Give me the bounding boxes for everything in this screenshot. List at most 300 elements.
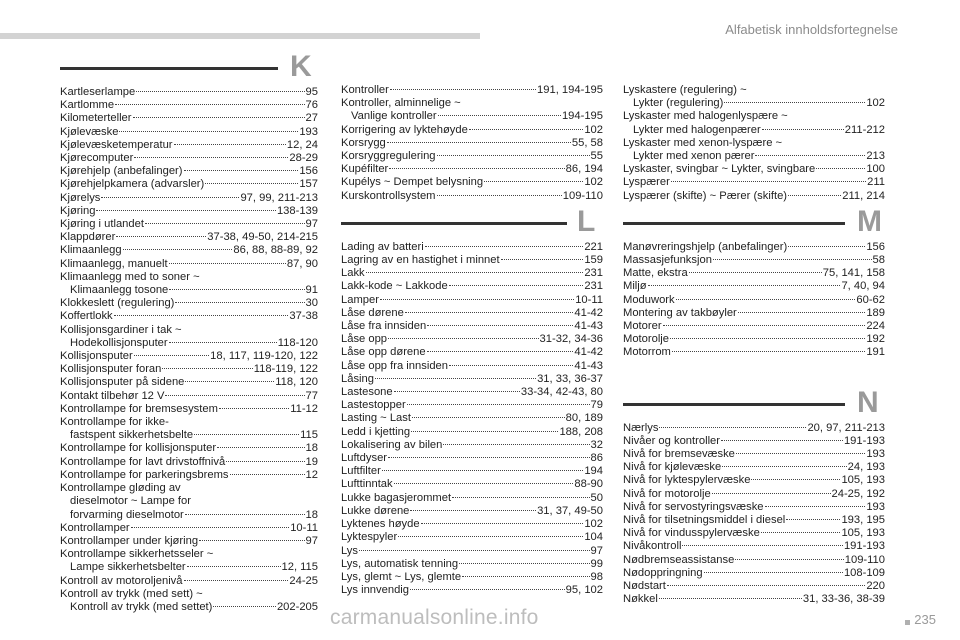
index-entry — [60, 231, 318, 244]
index-entry-term: Klimaanlegg, manuelt — [60, 257, 168, 270]
index-entry-pages: 118-119, 122 — [253, 363, 318, 376]
dot-leader — [131, 527, 290, 528]
index-entry-pages: 55 — [590, 150, 603, 163]
index-entry — [60, 112, 318, 125]
index-entry — [341, 452, 603, 465]
index-entry-pages: 41-42 — [574, 346, 603, 359]
index-entry-term: Nivåer og kontroller — [623, 434, 721, 447]
index-entry — [623, 567, 885, 580]
index-entry-term: Lyskaster, svingbar ~ Lykter, svingbare — [623, 163, 816, 176]
index-entry-term: Nøkkel — [623, 593, 658, 606]
index-entry-term: Nivå for vindusspylervæske — [623, 527, 760, 540]
index-entry-pages: 10-11 — [290, 521, 318, 534]
index-entry-term: Miljø — [623, 280, 647, 293]
page-bullet — [905, 620, 910, 625]
index-entry-term: Lakk-kode ~ Lakkode — [341, 280, 448, 293]
index-entry — [60, 429, 318, 442]
dot-leader — [134, 157, 288, 158]
dot-leader — [205, 183, 298, 184]
index-entry-term: Kjørehjelpkamera (advarsler) — [60, 178, 205, 191]
index-entry-term: Kjølevæsketemperatur — [60, 138, 173, 151]
index-entry-pages: 24-25, 192 — [831, 487, 885, 500]
index-entry-pages: 105, 193 — [841, 527, 885, 540]
dot-leader — [425, 246, 584, 247]
index-entry-list — [341, 84, 603, 203]
index-entry — [341, 386, 603, 399]
index-entry — [60, 205, 318, 218]
dot-leader — [184, 580, 289, 581]
dot-leader — [689, 272, 822, 273]
dot-leader — [722, 466, 846, 467]
index-entry — [341, 439, 603, 452]
index-entry — [623, 461, 885, 474]
index-entry-pages: 193 — [866, 500, 885, 513]
dot-leader — [437, 195, 562, 196]
index-entry-pages: 156 — [866, 240, 885, 253]
index-entry-term: Ledd i kjetting — [341, 425, 411, 438]
index-entry — [341, 571, 603, 584]
index-entry — [341, 412, 603, 425]
dot-leader — [449, 285, 584, 286]
index-entry — [623, 474, 885, 487]
index-entry-term: Kontrollampe for bremsesystem — [60, 402, 218, 415]
index-entry-term: Kollisjonsgardiner i tak ~ — [60, 323, 182, 336]
index-entry — [60, 126, 318, 139]
dot-leader — [226, 461, 304, 462]
index-entry-pages: 58 — [872, 254, 885, 267]
index-entry-pages: 55, 58 — [571, 136, 603, 149]
index-entry — [623, 320, 885, 333]
index-entry-term: Nødoppringning — [623, 566, 703, 579]
dot-leader — [145, 223, 305, 224]
index-entry — [60, 192, 318, 205]
index-entry-pages: 211, 214 — [842, 189, 885, 202]
dot-leader — [421, 523, 584, 524]
index-entry-pages: 60-62 — [856, 293, 885, 306]
index-entry-term: Kjørelys — [60, 191, 101, 204]
index-entry — [341, 558, 603, 571]
dot-leader — [676, 299, 856, 300]
index-entry-pages: 188, 208 — [559, 425, 603, 438]
dot-leader — [115, 104, 304, 105]
index-entry-term: Lys — [341, 544, 358, 557]
dot-leader — [462, 576, 589, 577]
index-entry-pages: 86 — [590, 452, 603, 465]
index-entry-term: Korsrygg — [341, 136, 386, 149]
index-entry — [60, 284, 318, 297]
dot-leader — [469, 129, 583, 130]
index-entry-term: Låse opp dørene — [341, 346, 426, 359]
index-entry-pages: 28-29 — [289, 152, 318, 165]
index-entry — [60, 165, 318, 178]
index-entry-term: forvarming dieselmotor — [70, 508, 184, 521]
index-entry — [341, 320, 603, 333]
dot-leader — [659, 427, 806, 428]
index-entry — [623, 150, 885, 163]
index-entry-pages: 191-193 — [843, 540, 885, 553]
dot-leader — [816, 168, 865, 169]
dot-leader — [387, 142, 571, 143]
index-entry-pages: 193 — [866, 448, 885, 461]
section-heading-k — [60, 50, 318, 86]
index-entry-pages: 41-43 — [574, 320, 603, 333]
index-entry — [623, 163, 885, 176]
index-entry-pages: 202-205 — [276, 600, 318, 613]
index-entry-pages: 77 — [305, 389, 318, 402]
index-entry-pages: 11-12 — [290, 402, 318, 415]
dot-leader — [133, 117, 305, 118]
index-entry — [341, 190, 603, 203]
index-entry — [60, 310, 318, 323]
index-entry — [341, 492, 603, 505]
dot-leader — [443, 444, 589, 445]
index-entry-pages: 220 — [866, 580, 885, 593]
dot-leader — [213, 606, 276, 607]
dot-leader — [96, 210, 276, 211]
index-entry-term: Klimaanlegg med to soner ~ — [60, 270, 200, 283]
index-entry — [60, 522, 318, 535]
index-entry-pages: 192 — [866, 333, 885, 346]
dot-leader — [230, 474, 305, 475]
dot-leader — [389, 168, 564, 169]
index-entry-term: Lykter med xenon pærer — [633, 150, 755, 163]
index-entry-pages: 157 — [299, 178, 318, 191]
index-entry-term: Klimaanlegg tosone — [70, 284, 169, 297]
dot-leader — [427, 325, 573, 326]
index-entry — [623, 333, 885, 346]
index-entry-pages: 109-110 — [844, 553, 885, 566]
index-entry-pages: 12, 115 — [281, 561, 318, 574]
index-entry-pages: 118, 120 — [275, 376, 318, 389]
dot-leader — [670, 338, 865, 339]
index-entry — [341, 518, 603, 531]
index-entry-pages: 31, 33, 36-37 — [537, 372, 603, 385]
index-entry — [60, 601, 318, 614]
dot-leader — [738, 312, 866, 313]
index-entry-pages: 159 — [584, 254, 603, 267]
index-entry — [60, 139, 318, 152]
dot-leader — [407, 404, 590, 405]
dot-leader — [136, 91, 304, 92]
index-entry — [60, 403, 318, 416]
dot-leader — [388, 338, 539, 339]
index-entry-pages: 104 — [584, 531, 603, 544]
index-entry-term: Kontrollampe for kollisjonsputer — [60, 442, 217, 455]
index-entry — [341, 478, 603, 491]
index-entry-pages: 50 — [590, 491, 603, 504]
dot-leader — [438, 115, 561, 116]
dot-leader — [187, 566, 281, 567]
index-entry — [623, 254, 885, 267]
index-entry-term: Kontroller — [341, 84, 389, 96]
index-entry-term: Lagring av en hastighet i minnet — [341, 254, 500, 267]
index-entry-term: Lyskastere (regulering) ~ — [623, 84, 747, 96]
index-entry — [60, 495, 318, 508]
index-entry — [341, 465, 603, 478]
index-entry-pages: 191-193 — [843, 434, 885, 447]
section-letter: L — [577, 204, 596, 238]
index-entry-term: Motorolje — [623, 333, 670, 346]
index-entry — [623, 241, 885, 254]
index-entry-pages: 20, 97, 211-213 — [807, 421, 885, 434]
index-entry-pages: 18 — [305, 508, 318, 521]
index-entry — [60, 575, 318, 588]
index-entry — [60, 376, 318, 389]
index-entry-term: Kollisjonsputer — [60, 350, 133, 363]
index-entry-pages: 118-120 — [277, 336, 318, 349]
index-entry — [623, 346, 885, 359]
index-entry-term: dieselmotor ~ Lampe for — [70, 495, 191, 508]
index-entry-pages: 19 — [305, 455, 318, 468]
index-entry — [623, 124, 885, 137]
section-rule — [60, 67, 278, 70]
index-entry-term: Nivå for motorolje — [623, 487, 711, 500]
index-entry-pages: 97 — [590, 544, 603, 557]
dot-leader — [380, 299, 574, 300]
index-entry-list — [60, 86, 318, 614]
index-entry-pages: 7, 40, 94 — [841, 280, 885, 293]
dot-leader — [114, 315, 289, 316]
dot-leader — [165, 395, 304, 396]
index-entry — [623, 137, 885, 150]
index-column-1 — [60, 50, 318, 614]
index-entry-term: Vanlige kontroller — [351, 110, 437, 123]
index-entry-pages: 100 — [866, 163, 885, 176]
dot-leader — [185, 514, 305, 515]
index-entry-term: Lamper — [341, 293, 379, 306]
index-entry — [60, 548, 318, 561]
index-entry — [60, 152, 318, 165]
index-entry-pages: 86, 88, 88-89, 92 — [233, 244, 318, 257]
index-entry — [60, 178, 318, 191]
index-entry — [341, 124, 603, 137]
index-entry — [60, 337, 318, 350]
index-entry — [60, 561, 318, 574]
dot-leader — [134, 355, 209, 356]
index-entry — [623, 540, 885, 553]
index-entry-pages: 99 — [590, 557, 603, 570]
index-entry-term: Kollisjonsputer foran — [60, 363, 162, 376]
dot-leader — [184, 170, 299, 171]
index-entry-term: Kontakt tilbehør 12 V — [60, 389, 165, 402]
index-entry-term: Lakk — [341, 267, 365, 280]
index-entry — [341, 584, 603, 597]
index-entry-pages: 91 — [305, 284, 318, 297]
index-entry — [623, 110, 885, 123]
index-entry-term: Klappdører — [60, 231, 116, 244]
index-entry-term: Lykter (regulering) — [633, 97, 724, 110]
index-entry — [623, 422, 885, 435]
index-entry-pages: 193, 195 — [841, 514, 885, 527]
index-entry — [60, 244, 318, 257]
index-entry-term: Lufttinntak — [341, 478, 393, 491]
index-entry-term: Kontrollampe for lavt drivstoffnivå — [60, 455, 226, 468]
index-entry-term: Kollisjonsputer på sidene — [60, 376, 185, 389]
index-entry-term: Kontrollamper — [60, 521, 130, 534]
section-heading-m — [623, 204, 885, 241]
index-entry — [623, 280, 885, 293]
dot-leader — [762, 129, 844, 130]
index-entry-pages: 194 — [584, 465, 603, 478]
index-entry-pages: 80, 189 — [565, 412, 603, 425]
index-entry-pages: 211-212 — [844, 123, 885, 136]
index-entry-pages: 105, 193 — [841, 474, 885, 487]
dot-leader — [713, 259, 872, 260]
index-entry-pages: 224 — [866, 320, 885, 333]
index-entry-term: Matte, ekstra — [623, 267, 688, 280]
dot-leader — [388, 457, 590, 458]
dot-leader — [359, 550, 590, 551]
index-entry-term: Lyspærer (skifte) ~ Pærer (skifte) — [623, 189, 788, 202]
dot-leader — [394, 483, 574, 484]
index-entry — [341, 137, 603, 150]
section-rule — [623, 222, 845, 225]
index-entry — [623, 488, 885, 501]
dot-leader — [459, 563, 589, 564]
index-entry — [623, 501, 885, 514]
index-entry — [341, 426, 603, 439]
index-entry — [60, 350, 318, 363]
dot-leader — [437, 155, 590, 156]
index-entry — [341, 531, 603, 544]
dot-leader — [394, 391, 520, 392]
index-entry — [623, 84, 885, 97]
dot-leader — [501, 259, 584, 260]
index-entry-term: Nødbremseassistanse — [623, 553, 735, 566]
dot-leader — [162, 368, 252, 369]
index-entry-pages: 31, 37, 49-50 — [537, 504, 603, 517]
section-rule — [623, 403, 845, 406]
dot-leader — [648, 285, 841, 286]
index-entry — [623, 97, 885, 110]
index-entry — [623, 307, 885, 320]
index-entry-pages: 12 — [305, 468, 318, 481]
dot-leader — [786, 519, 840, 520]
index-entry — [341, 505, 603, 518]
index-entry-pages: 18, 117, 119-120, 122 — [210, 350, 318, 363]
index-entry — [60, 442, 318, 455]
index-entry — [60, 363, 318, 376]
index-entry-term: Kjøring — [60, 204, 96, 217]
index-entry-term: Kjørecomputer — [60, 152, 134, 165]
index-entry-term: Hodekollisjonsputer — [70, 336, 168, 349]
index-entry-pages: 18 — [305, 442, 318, 455]
index-entry-term: Lyktespyler — [341, 531, 398, 544]
index-entry-term: Lys, glemt ~ Lys, glemte — [341, 570, 462, 583]
index-entry-term: Kurskontrollsystem — [341, 189, 436, 202]
index-entry-pages: 79 — [590, 399, 603, 412]
dot-leader — [169, 289, 304, 290]
index-entry — [60, 390, 318, 403]
index-entry — [623, 514, 885, 527]
dot-leader — [411, 431, 558, 432]
index-entry-term: Kjørehjelp (anbefalinger) — [60, 165, 183, 178]
dot-leader — [366, 272, 584, 273]
index-entry — [60, 456, 318, 469]
index-entry-pages: 211 — [867, 176, 885, 189]
index-entry-pages: 86, 194 — [565, 163, 603, 176]
index-entry — [623, 190, 885, 203]
index-entry-term: Lukke dørene — [341, 504, 410, 517]
index-entry-list — [623, 241, 885, 360]
index-column-2 — [341, 84, 603, 597]
index-entry — [341, 150, 603, 163]
index-entry-term: Kartlomme — [60, 99, 115, 112]
index-entry-term: Nivå for tilsetningsmiddel i diesel — [623, 514, 786, 527]
index-entry-term: Lys, automatisk tenning — [341, 557, 459, 570]
index-entry — [623, 554, 885, 567]
dot-leader — [174, 144, 286, 145]
index-entry-pages: 30 — [305, 297, 318, 310]
index-entry — [341, 254, 603, 267]
index-entry — [341, 545, 603, 558]
index-entry — [341, 307, 603, 320]
dot-leader — [667, 585, 865, 586]
dot-leader — [175, 302, 304, 303]
index-entry-list — [341, 241, 603, 597]
index-entry — [341, 97, 603, 110]
index-entry-term: Lyskaster med halogenlyspære ~ — [623, 110, 788, 123]
index-entry — [341, 333, 603, 346]
index-entry-term: Lyktenes høyde — [341, 518, 420, 531]
index-entry-term: Lading av batteri — [341, 240, 424, 253]
dot-leader — [765, 506, 866, 507]
index-entry-pages: 221 — [584, 240, 603, 253]
index-entry — [623, 294, 885, 307]
dot-leader — [101, 197, 239, 198]
index-entry-term: Lys innvendig — [341, 584, 409, 597]
index-entry-term: Kjøring i utlandet — [60, 218, 144, 231]
index-entry-term: Lyspærer — [623, 176, 670, 189]
dot-leader — [217, 447, 304, 448]
dot-leader — [663, 325, 866, 326]
index-entry-pages: 37-38 — [289, 310, 318, 323]
dot-leader — [410, 589, 565, 590]
dot-leader — [169, 263, 286, 264]
index-entry-pages: 98 — [590, 570, 603, 583]
dot-leader — [169, 342, 277, 343]
dot-leader — [412, 417, 565, 418]
index-entry-term: Låse opp — [341, 333, 388, 346]
index-entry-term: Manøvreringshjelp (anbefalinger) — [623, 240, 788, 253]
index-entry — [60, 218, 318, 231]
dot-leader — [390, 89, 536, 90]
index-entry-term: Lykter med halogenpærer — [633, 123, 761, 136]
index-entry-pages: 193 — [299, 125, 318, 138]
dot-leader — [116, 236, 206, 237]
index-entry — [341, 176, 603, 189]
index-entry — [60, 271, 318, 284]
index-entry-term: Kontrollampe for parkeringsbrems — [60, 468, 229, 481]
dot-leader — [484, 181, 583, 182]
dot-leader — [721, 440, 843, 441]
index-entry-pages: 37-38, 49-50, 214-215 — [207, 231, 318, 244]
index-entry — [341, 280, 603, 293]
index-entry-pages: 12, 24 — [286, 138, 318, 151]
dot-leader — [724, 102, 865, 103]
index-entry-pages: 231 — [584, 267, 603, 280]
dot-leader — [659, 598, 802, 599]
index-entry-term: Lukke bagasjerommet — [341, 491, 452, 504]
index-entry-pages: 108-109 — [843, 566, 885, 579]
index-entry-term: Kontroll av trykk (med sett) ~ — [60, 587, 203, 600]
index-entry — [341, 294, 603, 307]
index-entry-term: Luftfilter — [341, 465, 381, 478]
index-entry — [341, 163, 603, 176]
index-entry-pages: 231 — [584, 280, 603, 293]
index-entry-pages: 97 — [305, 534, 318, 547]
index-entry-pages: 33-34, 42-43, 80 — [520, 386, 603, 399]
